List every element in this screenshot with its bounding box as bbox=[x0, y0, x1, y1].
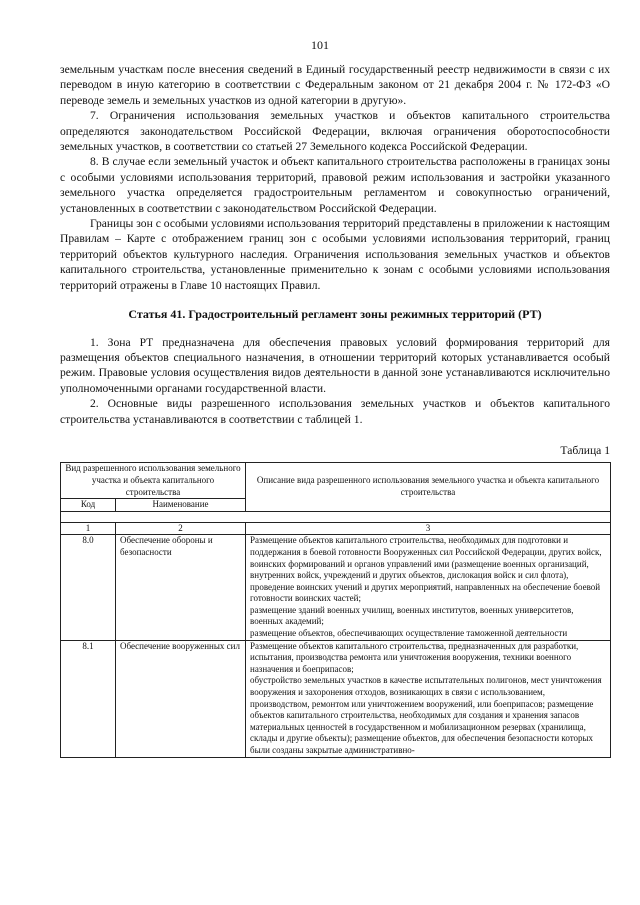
paragraph: 8. В случае если земельный участок и объект капитального строительства расположены в границах зоны с особыми условиями использования территорий, правовой режим использования и застройки указанного земельного участка определяется градостроительным регламентом и совокупностью ограничений, установленных в соответствии с законодательством Российской Федерации. bbox=[60, 155, 610, 215]
table-caption: Таблица 1 bbox=[560, 443, 610, 457]
paragraph: Границы зон с особыми условиями использования территорий представлены в приложении к настоящим Правилам – Карте с отображением границ зон с особыми условиями использования территорий, границ территорий объектов культурного наследия. Ограничения использования земельных участков и объектов капитального строительства, установленные применительно к зонам с особыми условиями использования территорий отражены в Главе 10 настоящих Правил. bbox=[60, 217, 610, 292]
row-code: 8.0 bbox=[61, 535, 116, 640]
row-description: Размещение объектов капитального строительства, необходимых для подготовки и поддержания в боевой готовности Вооруженных сил Российской Федерации, других войск, воинских формирований и органов управлений ими (размещение военных организаций, внутренних войск, учреждений и других объектов, дислокация войск и сил флота), проведение воинских учений и других мероприятий, направленных на обеспечение боевой готовности воинских частей; размещение зданий военных училищ, военных институтов, военных университетов, военных академий; размещение объектов, обеспечивающих осуществление таможенной деятельности bbox=[246, 535, 611, 640]
row-name: Обеспечение вооруженных сил bbox=[116, 640, 246, 757]
column-number: 3 bbox=[246, 522, 611, 535]
column-number-row bbox=[61, 522, 611, 535]
table-header-row bbox=[61, 463, 611, 499]
article-title: Статья 41. Градостроительный регламент зоны режимных территорий (РТ) bbox=[128, 307, 542, 322]
header-group-cell: Вид разрешенного использования земельного участка и объекта капитального строительства bbox=[61, 463, 246, 499]
row-name: Обеспечение обороны и безопасности bbox=[116, 535, 246, 640]
page-number: 101 bbox=[311, 38, 329, 52]
paragraph: 1. Зона РТ предназначена для обеспечения правовых условий формирования территорий для размещения объектов специального назначения, в отношении территорий которых устанавливается особый режим. Правовые условия осуществления видов деятельности в данной зоне устанавливаются исключительно уполномоченными органами государственной власти. bbox=[60, 335, 610, 395]
header-name-cell: Наименование bbox=[116, 499, 246, 512]
row-description: Размещение объектов капитального строительства, предназначенных для разработки, испытания, производства ремонта или уничтожения вооружения, техники военного назначения и боеприпасов; обустройство земельных участков в качестве испытательных полигонов, мест уничтожения вооружения и захоронения отходов, возникающих в связи с использованием, производством, ремонтом или уничтожением вооружений, или боеприпасов; размещение объектов капитального строительства, необходимых для создания и хранения запасов материальных ценностей в государственном и мобилизационном резервах (хранилища, склады и другие объекты); размещение объектов, для обеспечения безопасности которых были созданы закрытые административно- bbox=[246, 640, 611, 757]
table-row bbox=[61, 640, 611, 757]
table-spacer bbox=[61, 511, 611, 522]
header-description-cell: Описание вида разрешенного использования земельного участка и объекта капитального строительства bbox=[246, 463, 611, 511]
table-row bbox=[61, 535, 611, 640]
regulation-table bbox=[60, 462, 611, 757]
paragraph: земельным участкам после внесения сведений в Единый государственный реестр недвижимости в связи с их переводом в иную категорию в соответствии с Федеральным законом от 21 декабря 2004 г. № 172-ФЗ «О переводе земель и земельных участков из одной категории в другую». bbox=[60, 63, 610, 107]
row-code: 8.1 bbox=[61, 640, 116, 757]
column-number: 1 bbox=[61, 522, 116, 535]
paragraph: 7. Ограничения использования земельных участков и объектов капитального строительства определяются законодательством Российской Федерации, включая ограничения оборотоспособности земельных участков, в соответствии со статьей 27 Земельного кодекса Российской Федерации. bbox=[60, 109, 610, 154]
document-body bbox=[60, 62, 610, 758]
paragraph: 2. Основные виды разрешенного использования земельных участков и объектов капитального строительства устанавливаются в соответствии с таблицей 1. bbox=[60, 397, 610, 426]
header-code-cell: Код bbox=[61, 499, 116, 512]
column-number: 2 bbox=[116, 522, 246, 535]
